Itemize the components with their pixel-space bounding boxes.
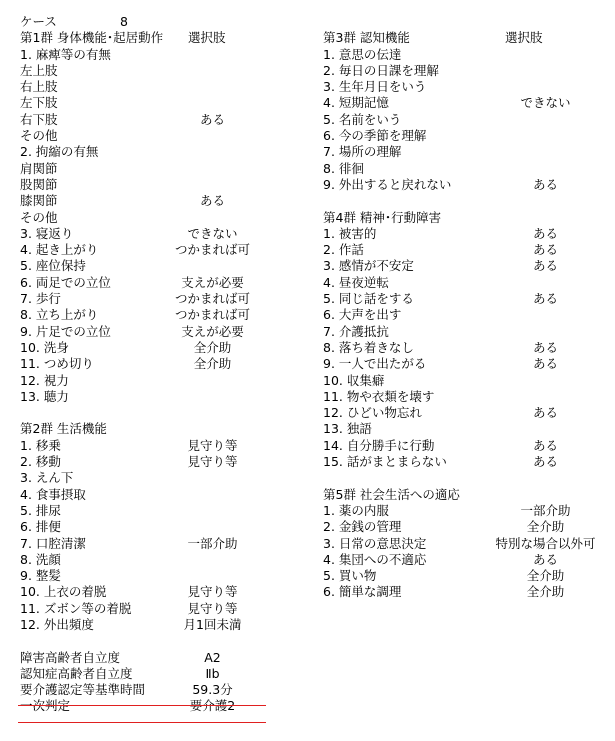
case-label: ケース: [20, 14, 57, 29]
group3-item: [323, 177, 613, 193]
group1-item: [20, 226, 315, 242]
item-label: 5. 同じ話をする: [323, 291, 414, 307]
item-label: 1. 被害的: [323, 225, 377, 241]
item-label: 4. 短期記憶: [323, 95, 389, 111]
item-label: 8. 洗顔: [20, 551, 61, 567]
item-value: 支えが必要: [181, 274, 244, 290]
group5-header: [323, 487, 613, 503]
item-label: 7. 介護抵抗: [323, 323, 389, 339]
item-value: 全介助: [526, 584, 565, 600]
item-label: 右上肢: [20, 79, 58, 95]
red-divider-top: [18, 705, 266, 706]
group4-item: [323, 324, 613, 340]
item-value: 全介助: [526, 519, 565, 535]
group2-list: [20, 438, 315, 634]
item-value: Ⅱb: [205, 665, 220, 681]
item-label: 6. 簡単な調理: [323, 584, 402, 600]
group4-item: [323, 291, 613, 307]
item-label: 4. 食事摂取: [20, 486, 86, 502]
item-label: 股関節: [20, 176, 58, 192]
item-label: 右下肢: [20, 111, 58, 127]
group3-item: [323, 112, 613, 128]
group2-item: [20, 519, 315, 535]
item-label: 9. 外出すると戻れない: [323, 176, 452, 192]
group4-item: [323, 275, 613, 291]
item-value: ある: [532, 225, 558, 241]
item-label: 8. 徘徊: [323, 160, 364, 176]
group5-item: [323, 536, 613, 552]
group3-item: [323, 79, 613, 95]
group4-item: [323, 421, 613, 437]
item-label: 11. 物や衣類を壊す: [323, 388, 435, 404]
item-label: 4. 昼夜逆転: [323, 274, 389, 290]
group4-item: [323, 307, 613, 323]
group4-item: [323, 356, 613, 372]
item-value: ある: [199, 111, 225, 127]
item-label: 障害高齢者自立度: [20, 649, 121, 665]
item-label: 12. 視力: [20, 372, 69, 388]
item-label: 1. 移乗: [20, 437, 61, 453]
item-label: 1. 薬の内服: [323, 502, 389, 518]
item-label: 12. 外出頻度: [20, 616, 94, 632]
item-value: ある: [532, 356, 558, 372]
item-label: 5. 排尿: [20, 502, 61, 518]
group3-item: [323, 63, 613, 79]
item-label: 1. 意思の伝達: [323, 46, 402, 62]
group4-item: [323, 405, 613, 421]
group1-item: [20, 128, 315, 144]
item-value: ある: [532, 291, 558, 307]
right-column: [323, 14, 613, 601]
item-value: 特別な場合以外可: [495, 535, 596, 551]
group5-item: [323, 503, 613, 519]
item-label: 3. 寝返り: [20, 225, 74, 241]
item-label: 3. 日常の意思決定: [323, 535, 427, 551]
group4-item: [323, 373, 613, 389]
item-label: 8. 立ち上がり: [20, 307, 99, 323]
group4-header: [323, 210, 613, 226]
item-value: ある: [532, 176, 558, 192]
item-value: 59.3分: [192, 682, 233, 698]
group2-item: [20, 454, 315, 470]
item-value: ある: [532, 551, 558, 567]
item-value: ある: [532, 339, 558, 355]
group5-item: [323, 519, 613, 535]
item-label: 11. つめ切り: [20, 356, 94, 372]
item-value: つかまれば可: [174, 242, 250, 258]
item-label: 13. 聴力: [20, 388, 69, 404]
item-value: ある: [532, 258, 558, 274]
item-label: 15. 話がまとまらない: [323, 454, 447, 470]
group1-item: [20, 79, 315, 95]
case-row: [20, 14, 315, 30]
item-value: ある: [532, 454, 558, 470]
item-value: できない: [520, 95, 571, 111]
item-label: 認知症高齢者自立度: [20, 665, 133, 681]
group1-item: [20, 373, 315, 389]
item-label: 4. 集団への不適応: [323, 551, 427, 567]
group5-item: [323, 568, 613, 584]
group2-item: [20, 536, 315, 552]
group2-header: [20, 421, 315, 437]
item-label: 7. 口腔清潔: [20, 535, 86, 551]
group1-item: [20, 389, 315, 405]
item-label: 1. 麻痺等の有無: [20, 46, 111, 62]
item-label: 肩関節: [20, 160, 58, 176]
item-value: 全介助: [193, 356, 232, 372]
group5-item: [323, 552, 613, 568]
item-label: 要介護認定等基準時間: [20, 682, 146, 698]
item-value: 支えが必要: [181, 323, 244, 339]
group4-item: [323, 226, 613, 242]
group4-item: [323, 258, 613, 274]
left-column: [20, 14, 315, 715]
item-value: 月1回未満: [183, 616, 242, 632]
group1-item: [20, 275, 315, 291]
group2-item: [20, 552, 315, 568]
item-label: 2. 拘縮の有無: [20, 144, 99, 160]
group1-item: [20, 95, 315, 111]
item-label: 5. 座位保持: [20, 258, 86, 274]
item-value: A2: [204, 649, 221, 665]
item-value: 一部介助: [520, 502, 571, 518]
group3-item: [323, 161, 613, 177]
item-label: 5. 買い物: [323, 568, 377, 584]
group1-item: [20, 177, 315, 193]
group1-item: [20, 340, 315, 356]
group1-item: [20, 307, 315, 323]
summary-item: [20, 698, 315, 714]
group3-title: 第3群 認知機能: [323, 30, 410, 46]
group4-item: [323, 389, 613, 405]
item-label: その他: [20, 128, 58, 144]
group1-item: [20, 356, 315, 372]
group1-item: [20, 112, 315, 128]
group4-list: [323, 226, 613, 470]
item-label: 6. 大声を出す: [323, 307, 402, 323]
group4-item: [323, 340, 613, 356]
item-label: 膝関節: [20, 193, 58, 209]
item-label: 左下肢: [20, 95, 58, 111]
group2-item: [20, 601, 315, 617]
summary-item: [20, 666, 315, 682]
summary-item: [20, 682, 315, 698]
item-label: 14. 自分勝手に行動: [323, 437, 435, 453]
group1-item: [20, 210, 315, 226]
item-label: 一次判定: [20, 698, 71, 714]
item-label: 3. 生年月日をいう: [323, 79, 427, 95]
item-value: 要介護2: [189, 698, 236, 714]
item-label: 9. 片足での立位: [20, 323, 111, 339]
item-label: 2. 作話: [323, 242, 364, 258]
item-value: つかまれば可: [174, 291, 250, 307]
group5-list: [323, 503, 613, 601]
item-label: 12. ひどい物忘れ: [323, 405, 422, 421]
group3-item: [323, 128, 613, 144]
item-label: 4. 起き上がり: [20, 242, 99, 258]
item-value: 見守り等: [187, 454, 238, 470]
item-value: つかまれば可: [174, 307, 250, 323]
group3-choice-header: 選択肢: [505, 30, 543, 46]
item-label: 9. 整髪: [20, 568, 61, 584]
item-label: 6. 排便: [20, 519, 61, 535]
group3-item: [323, 47, 613, 63]
group4-item: [323, 454, 613, 470]
item-value: 一部介助: [187, 535, 238, 551]
group1-item: [20, 291, 315, 307]
item-label: 13. 独語: [323, 421, 372, 437]
group1-title: 第1群 身体機能･起居動作: [20, 30, 164, 46]
group3-item: [323, 95, 613, 111]
group4-item: [323, 242, 613, 258]
group2-title: 第2群 生活機能: [20, 421, 107, 437]
item-label: 6. 両足での立位: [20, 274, 111, 290]
item-label: 10. 上衣の着脱: [20, 584, 107, 600]
group1-list: [20, 47, 315, 406]
item-label: 11. ズボン等の着脱: [20, 600, 132, 616]
item-label: 8. 落ち着きなし: [323, 339, 414, 355]
item-label: 5. 名前をいう: [323, 111, 402, 127]
group1-item: [20, 47, 315, 63]
group2-item: [20, 503, 315, 519]
item-label: 9. 一人で出たがる: [323, 356, 427, 372]
item-value: ある: [532, 437, 558, 453]
item-label: 2. 金銭の管理: [323, 519, 402, 535]
group3-item: [323, 144, 613, 160]
group1-choice-header: 選択肢: [188, 30, 226, 46]
group1-item: [20, 193, 315, 209]
item-label: 7. 場所の理解: [323, 144, 402, 160]
group1-item: [20, 258, 315, 274]
group5-title: 第5群 社会生活への適応: [323, 486, 460, 502]
group2-item: [20, 487, 315, 503]
item-label: 6. 今の季節を理解: [323, 128, 427, 144]
group2-item: [20, 584, 315, 600]
red-divider-bottom: [18, 722, 266, 723]
group2-item: [20, 568, 315, 584]
item-label: 左上肢: [20, 62, 58, 78]
item-value: ある: [532, 405, 558, 421]
group3-header: [323, 30, 613, 46]
item-value: 見守り等: [187, 584, 238, 600]
group2-item: [20, 470, 315, 486]
group4-item: [323, 438, 613, 454]
group4-title: 第4群 精神･行動障害: [323, 209, 442, 225]
item-value: 全介助: [193, 339, 232, 355]
item-value: ある: [532, 242, 558, 258]
item-label: 3. えん下: [20, 470, 74, 486]
item-label: 10. 洗身: [20, 339, 69, 355]
group3-list: [323, 47, 613, 194]
group1-item: [20, 144, 315, 160]
group5-item: [323, 584, 613, 600]
item-value: 全介助: [526, 568, 565, 584]
group1-item: [20, 161, 315, 177]
group1-item: [20, 63, 315, 79]
item-value: できない: [187, 225, 238, 241]
item-label: その他: [20, 209, 58, 225]
group1-item: [20, 242, 315, 258]
item-label: 10. 収集癖: [323, 372, 385, 388]
group1-item: [20, 324, 315, 340]
case-number: 8: [120, 14, 128, 29]
item-label: 2. 毎日の日課を理解: [323, 62, 439, 78]
group2-item: [20, 438, 315, 454]
group2-item: [20, 617, 315, 633]
group1-header: [20, 30, 315, 46]
summary-item: [20, 650, 315, 666]
item-label: 7. 歩行: [20, 291, 61, 307]
item-label: 3. 感情が不安定: [323, 258, 414, 274]
item-value: 見守り等: [187, 600, 238, 616]
item-value: 見守り等: [187, 437, 238, 453]
item-value: ある: [199, 193, 225, 209]
item-label: 2. 移動: [20, 454, 61, 470]
